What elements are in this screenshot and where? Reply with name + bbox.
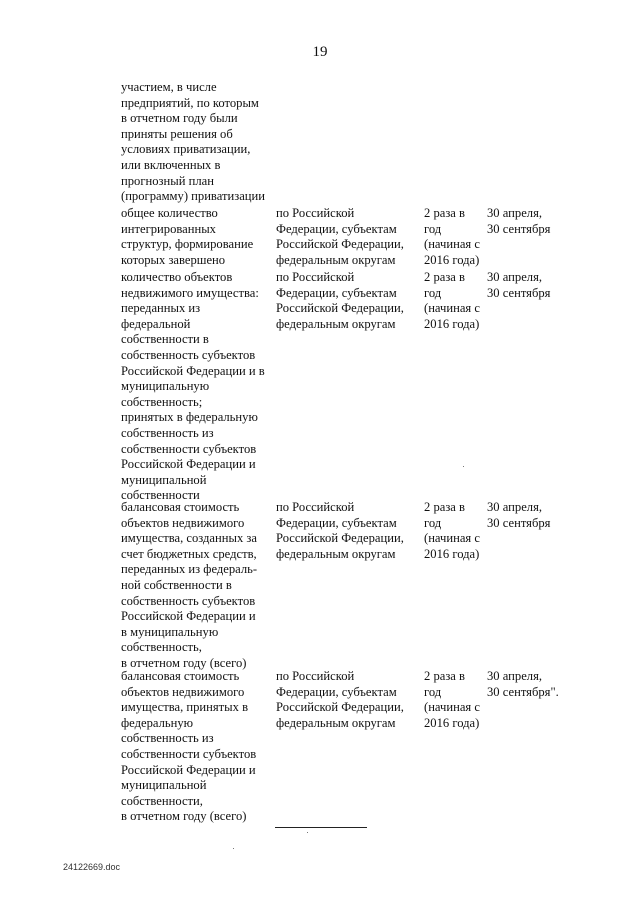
frequency-cell: 2 раза в год (начиная с 2016 года) — [424, 206, 480, 267]
indicator-cell: балансовая стоимость объектов недвижимого имущества, созданных за счет бюджетных средств, переданных из федераль- ной собственности в собственность субъектов Российской Федерации и в муниципальную собственность, в отчетном году (всего) — [121, 500, 258, 670]
deadline-cell: 30 апреля, 30 сентября". — [487, 669, 559, 699]
breakdown-cell: по Российской Федерации, субъектам Российской Федерации, федеральным округам — [276, 270, 404, 331]
indicator-cell: количество объектов недвижимого имущества: переданных из федеральной собственности в собственность субъектов Российской Федерации и в муниципальную собственность; принятых в федеральную собственность из собственности субъектов Российской Федерации и муниципальной собственности — [121, 270, 265, 503]
breakdown-cell: по Российской Федерации, субъектам Российской Федерации, федеральным округам — [276, 206, 404, 267]
frequency-cell: 2 раза в год (начиная с 2016 года) — [424, 669, 480, 730]
deadline-cell: 30 апреля, 30 сентября — [487, 500, 551, 530]
frequency-cell: 2 раза в год (начиная с 2016 года) — [424, 500, 480, 561]
breakdown-cell: по Российской Федерации, субъектам Российской Федерации, федеральным округам — [276, 500, 404, 561]
document-code: 24122669.doc — [63, 862, 121, 872]
footnote-divider — [275, 827, 367, 828]
breakdown-cell: по Российской Федерации, субъектам Российской Федерации, федеральным округам — [276, 669, 404, 730]
scan-speck — [233, 848, 234, 849]
deadline-cell: 30 апреля, 30 сентября — [487, 206, 551, 236]
page-number: 19 — [312, 44, 328, 60]
deadline-cell: 30 апреля, 30 сентября — [487, 270, 551, 300]
scan-speck — [307, 832, 308, 833]
scan-speck — [463, 466, 464, 467]
frequency-cell: 2 раза в год (начиная с 2016 года) — [424, 270, 480, 331]
indicator-cell: общее количество интегрированных структур, формирование которых завершено — [121, 206, 254, 267]
indicator-cell: балансовая стоимость объектов недвижимого имущества, принятых в федеральную собственность из собственности субъектов Российской Федерации и муниципальной собственности, в отчетном году (всего) — [121, 669, 257, 824]
indicator-cell: участием, в числе предприятий, по которым в отчетном году были приняты решения об условиях приватизации, или включенных в прогнозный план (программу) приватизации — [121, 80, 266, 204]
